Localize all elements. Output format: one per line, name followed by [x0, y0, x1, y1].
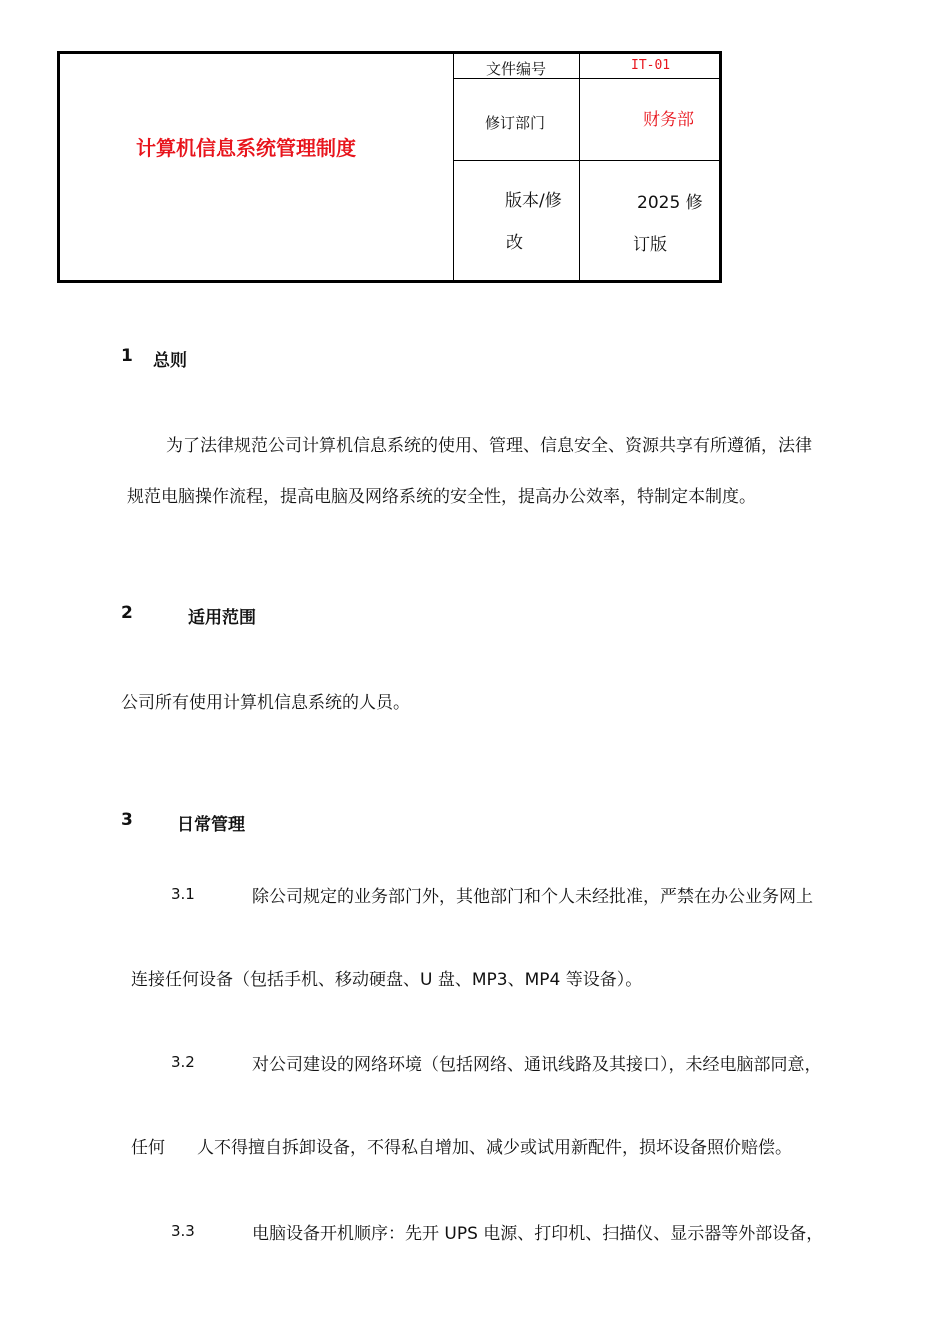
clause-3-2-line2-start: 任何	[131, 1138, 165, 1158]
clause-3-2-number: 3.2	[171, 1053, 195, 1071]
document-title: 计算机信息系统管理制度	[136, 136, 356, 160]
file-number-value: IT-01	[631, 58, 671, 73]
revising-dept-value: 财务部	[643, 110, 694, 130]
version-label-line2: 改	[506, 233, 523, 253]
clause-3-1-line2: 连接任何设备（包括手机、移动硬盘、U 盘、MP3、MP4 等设备）。	[131, 970, 643, 990]
section-1-paragraph-line2: 规范电脑操作流程，提高电脑及网络系统的安全性，提高办公效率，特制定本制度。	[127, 487, 756, 507]
section-2-title: 适用范围	[188, 608, 256, 628]
header-title-cell	[60, 54, 454, 280]
clause-3-2-line2-rest: 人不得擅自拆卸设备，不得私自增加、减少或试用新配件，损坏设备照价赔偿。	[197, 1138, 792, 1158]
clause-3-1-line1: 除公司规定的业务部门外，其他部门和个人未经批准，严禁在办公业务网上	[252, 887, 813, 907]
version-label-line1: 版本/修	[505, 191, 562, 211]
section-3-number: 3	[121, 810, 133, 830]
document-header-table	[57, 51, 722, 283]
file-number-label: 文件编号	[486, 60, 547, 78]
clause-3-2-line1: 对公司建设的网络环境（包括网络、通讯线路及其接口），未经电脑部同意，	[252, 1055, 822, 1075]
version-value-line1: 2025 修	[637, 193, 703, 213]
section-2-number: 2	[121, 603, 133, 623]
clause-3-1-number: 3.1	[171, 885, 195, 903]
section-1-paragraph-line1: 为了法律规范公司计算机信息系统的使用、管理、信息安全、资源共享有所遵循，法律	[166, 436, 812, 456]
section-1-title: 总则	[153, 351, 187, 371]
version-value-line2: 订版	[633, 235, 667, 255]
section-2-paragraph: 公司所有使用计算机信息系统的人员。	[121, 693, 410, 713]
header-row-divider-2	[454, 160, 722, 161]
section-1-number: 1	[121, 346, 133, 366]
header-col-divider	[579, 54, 580, 280]
section-3-title: 日常管理	[177, 815, 245, 835]
clause-3-3-line1: 电脑设备开机顺序：先开 UPS 电源、打印机、扫描仪、显示器等外部设备，	[252, 1224, 824, 1244]
clause-3-3-number: 3.3	[171, 1222, 195, 1240]
revising-dept-label: 修订部门	[485, 114, 546, 132]
